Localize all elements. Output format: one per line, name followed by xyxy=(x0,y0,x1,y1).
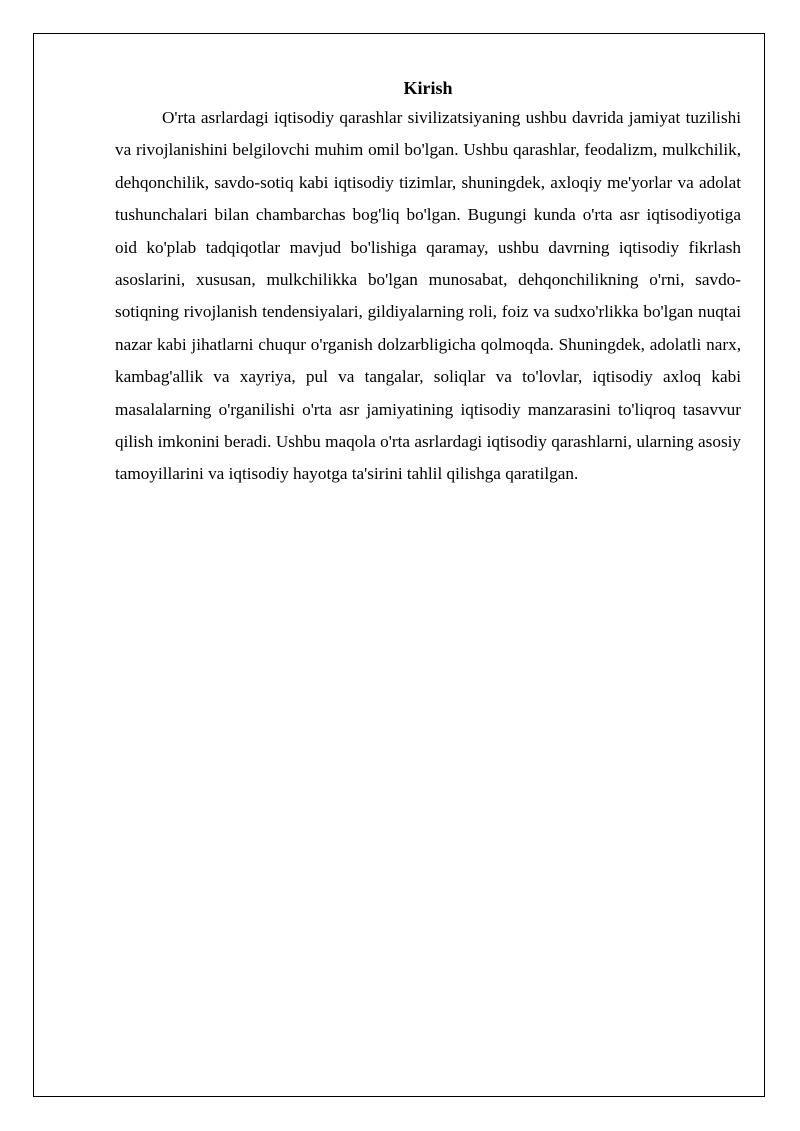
document-title: Kirish xyxy=(403,78,453,98)
document-body xyxy=(115,76,741,491)
intro-paragraph: O'rta asrlardagi iqtisodiy qarashlar sivilizatsiyaning ushbu davrida jamiyat tuzilishi va rivojlanishini belgilovchi muhim omil bo'lgan. Ushbu qarashlar, feodalizm, mulkchilik, dehqonchilik, savdo-sotiq kabi iqtisodiy tizimlar, shuningdek, axloqiy me'yorlar va adolat tushunchalari bilan chambarchas bog'liq bo'lgan. Bugungi kunda o'rta asr iqtisodiyotiga oid ko'plab tadqiqotlar mavjud bo'lishiga qaramay, ushbu davrning iqtisodiy fikrlash asoslarini, xususan, mulkchilikka bo'lgan munosabat, dehqonchilikning o'rni, savdo-sotiqning rivojlanish tendensiyalari, gildiyalarning roli, foiz va sudxo'rlikka bo'lgan nuqtai nazar kabi jihatlarni chuqur o'rganish dolzarbligicha qolmoqda. Shuningdek, adolatli narx, kambag'allik va xayriya, pul va tangalar, soliqlar va to'lovlar, iqtisodiy axloq kabi masalalarning o'rganilishi o'rta asr jamiyatining iqtisodiy manzarasini to'liqroq tasavvur qilish imkonini beradi. Ushbu maqola o'rta asrlardagi iqtisodiy qarashlarni, ularning asosiy tamoyillarini va iqtisodiy hayotga ta'sirini tahlil qilishga qaratilgan. xyxy=(115,108,741,484)
